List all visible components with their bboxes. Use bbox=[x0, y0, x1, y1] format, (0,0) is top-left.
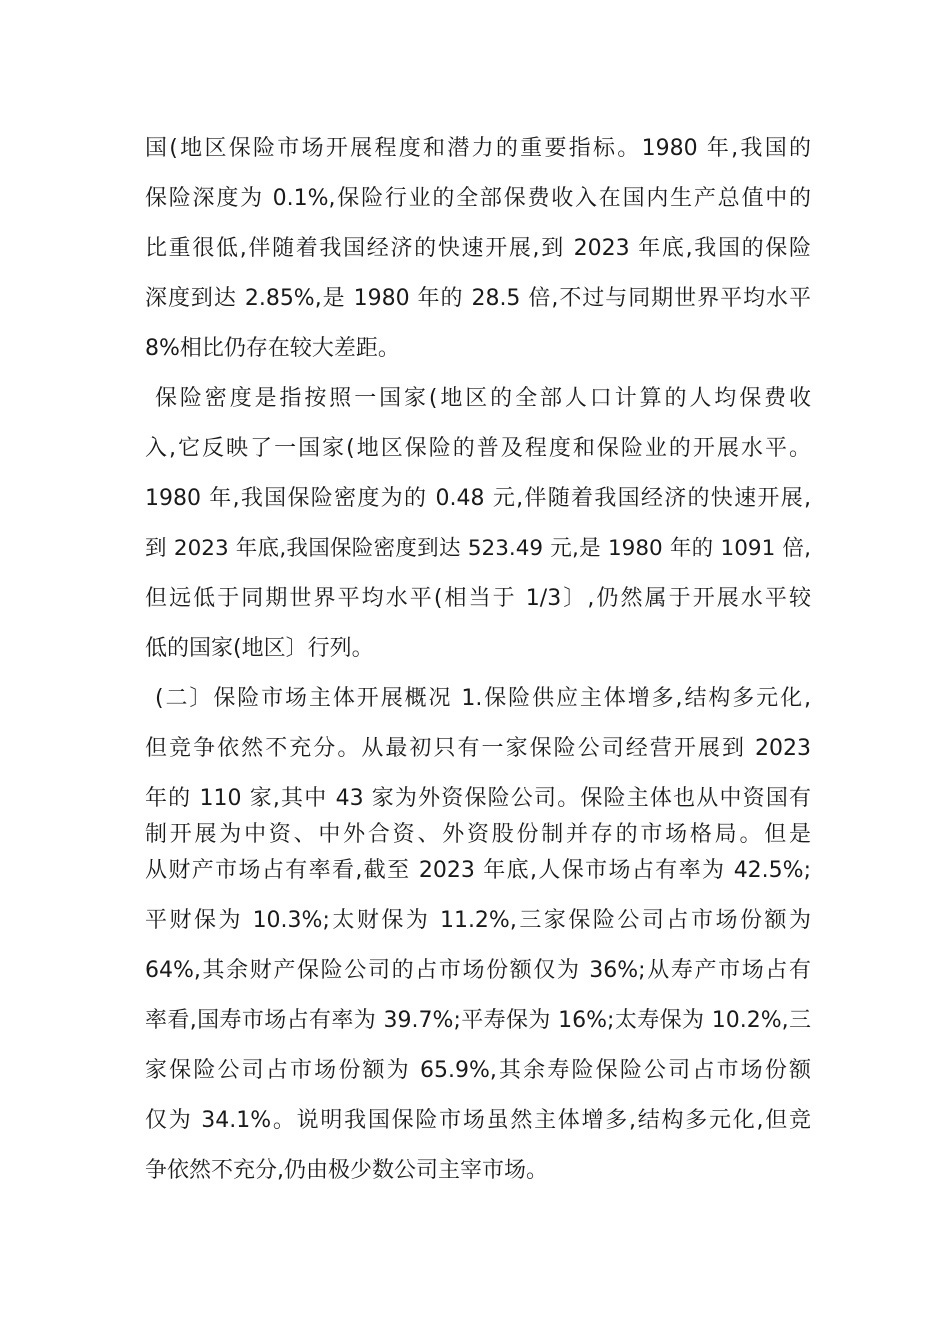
section-heading-line: (二〕保险市场主体开展概况 1.保险供应主体增多,结构多元化, bbox=[155, 686, 811, 711]
text-line: 但远低于同期世界平均水平(相当于 1/3〕,仍然属于开展水平较 bbox=[145, 586, 811, 611]
text-line: 但竞争依然不充分。从最初只有一家保险公司经营开展到 2023 bbox=[145, 736, 811, 761]
text-line: 入,它反映了一国家(地区保险的普及程度和保险业的开展水平。 bbox=[145, 436, 811, 461]
paragraph-start-line: 保险密度是指按照一国家(地区的全部人口计算的人均保费收 bbox=[155, 386, 811, 411]
text-line: 低的国家(地区〕行列。 bbox=[145, 636, 374, 661]
text-line: 比重很低,伴随着我国经济的快速开展,到 2023 年底,我国的保险 bbox=[145, 236, 811, 261]
text-line: 平财保为 10.3%;太财保为 11.2%,三家保险公司占市场份额为 bbox=[145, 908, 811, 933]
text-line: 制开展为中资、中外合资、外资股份制并存的市场格局。但是 bbox=[145, 822, 811, 847]
text-line: 率看,国寿市场占有率为 39.7%;平寿保为 16%;太寿保为 10.2%,三 bbox=[145, 1008, 811, 1033]
text-line: 仅为 34.1%。说明我国保险市场虽然主体增多,结构多元化,但竞 bbox=[145, 1108, 811, 1133]
text-line: 深度到达 2.85%,是 1980 年的 28.5 倍,不过与同期世界平均水平 bbox=[145, 286, 811, 311]
text-line: 国(地区保险市场开展程度和潜力的重要指标。1980 年,我国的 bbox=[145, 136, 811, 161]
text-line: 8%相比仍存在较大差距。 bbox=[145, 336, 400, 361]
text-line: 保险深度为 0.1%,保险行业的全部保费收入在国内生产总值中的 bbox=[145, 186, 811, 211]
text-line: 从财产市场占有率看,截至 2023 年底,人保市场占有率为 42.5%; bbox=[145, 858, 811, 883]
text-line: 1980 年,我国保险密度为的 0.48 元,伴随着我国经济的快速开展, bbox=[145, 486, 811, 511]
text-line: 家保险公司占市场份额为 65.9%,其余寿险保险公司占市场份额 bbox=[145, 1058, 811, 1083]
text-line: 争依然不充分,仍由极少数公司主宰市场。 bbox=[145, 1158, 548, 1183]
text-line: 年的 110 家,其中 43 家为外资保险公司。保险主体也从中资国有 bbox=[145, 786, 811, 811]
text-line: 64%,其余财产保险公司的占市场份额仅为 36%;从寿产市场占有 bbox=[145, 958, 811, 983]
text-line: 到 2023 年底,我国保险密度到达 523.49 元,是 1980 年的 1091 倍, bbox=[145, 536, 811, 561]
